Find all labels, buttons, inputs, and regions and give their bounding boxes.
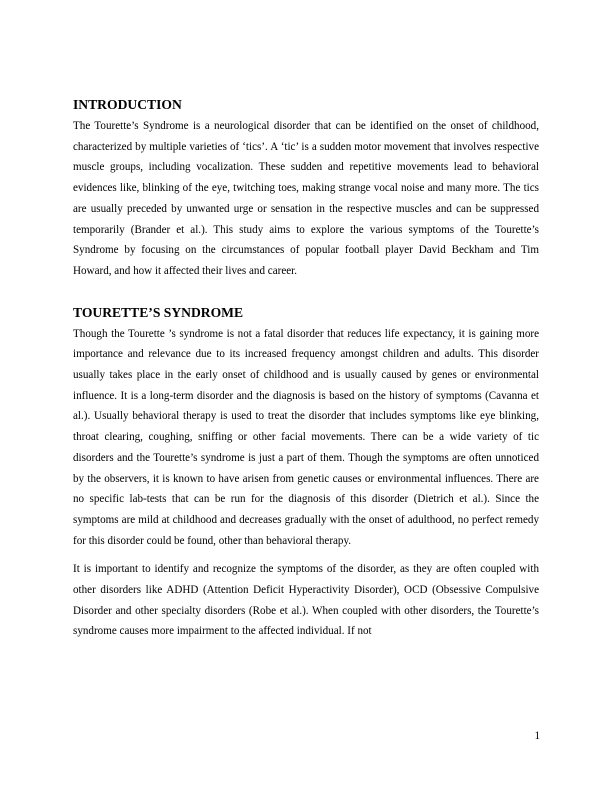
section-introduction	[73, 96, 539, 282]
body-paragraph: The Tourette’s Syndrome is a neurological disorder that can be identified on the onset of childhood, characterized by multiple varieties of ‘tics’. A ‘tic’ is a sudden motor movement that involves respective muscle groups, including vocalization. These sudden and repetitive movements lead to behavioral evidences like, blinking of the eye, twitching toes, making strange vocal noise and many more. The tics are usually preceded by unwanted urge or sensation in the respective muscles and can be suppressed temporarily (Brander et al.). This study aims to explore the various symptoms of the Tourette’s Syndrome by focusing on the circumstances of popular football player David Beckham and Tim Howard, and how it affected their lives and career.	[73, 120, 539, 277]
section-heading: INTRODUCTION	[73, 97, 182, 112]
section-spacer	[73, 282, 539, 304]
section-tourettes-syndrome	[73, 304, 539, 643]
paragraph-spacer	[73, 551, 539, 559]
body-paragraph: Though the Tourette ’s syndrome is not a fatal disorder that reduces life expectancy, it is gaining more importance and relevance due to its increased frequency amongst children and adults. This disorder usually takes place in the early onset of childhood and is usually caused by genes or environmental influence. It is a long-term disorder and the diagnosis is based on the history of symptoms (Cavanna et al.). Usually behavioral therapy is used to treat the disorder that includes symptoms like eye blinking, throat clearing, coughing, sniffing or other facial movements. There can be a wide variety of tic disorders and the Tourette’s syndrome is just a part of them. Though the symptoms are often unnoticed by the observers, it is known to have arisen from genetic causes or environmental influences. There are no specific lab-tests that can be run for the diagnosis of this disorder (Dietrich et al.). Since the symptoms are mild at childhood and decreases gradually with the onset of adulthood, no perfect remedy for this disorder could be found, other than behavioral therapy.	[73, 327, 539, 547]
body-paragraph: It is important to identify and recognize the symptoms of the disorder, as they are often coupled with other disorders like ADHD (Attention Deficit Hyperactivity Disorder), OCD (Obsessive Compulsive Disorder and other specialty disorders (Robe et al.). When coupled with other disorders, the Tourette’s syndrome causes more impairment to the affected individual. If not	[73, 563, 539, 638]
section-heading: TOURETTE’S SYNDROME	[73, 304, 244, 320]
page-content	[73, 96, 539, 642]
page-number: 1	[534, 730, 540, 742]
